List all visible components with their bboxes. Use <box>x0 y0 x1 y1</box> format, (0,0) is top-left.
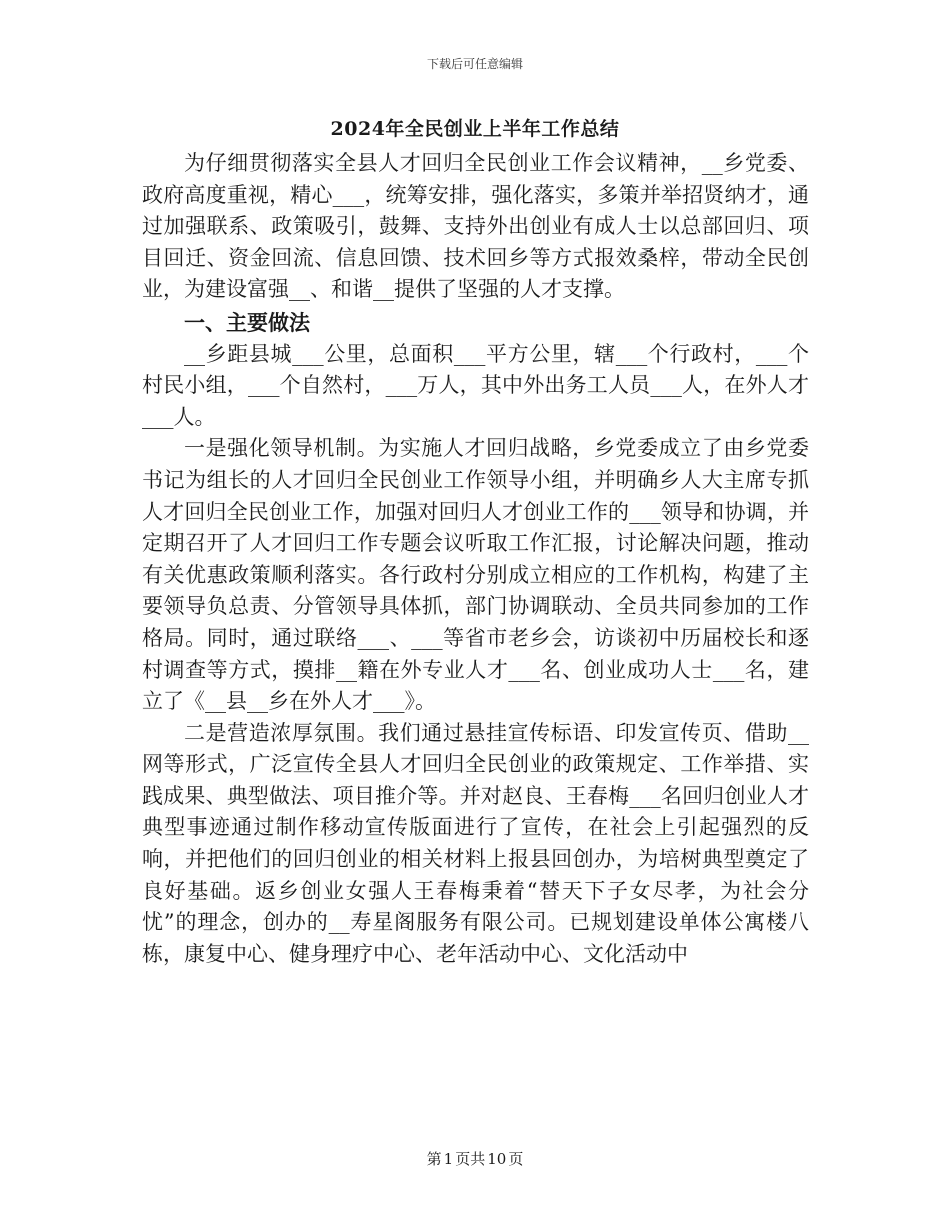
document-title: 2024年全民创业上半年工作总结 <box>330 118 620 140</box>
intro-paragraph: 为仔细贯彻落实全县人才回归全民创业工作会议精神，__乡党委、政府高度重视，精心___，统筹安排，强化落实，多策并举招贤纳才，通过加强联系、政策吸引，鼓舞、支持外出创业有成人士以总部回归、项目回迁、资金回流、信息回馈、技术回乡等方式报效桑梓，带动全民创业，为建设富强__、和谐__提供了坚强的人才支撑。 <box>142 151 809 302</box>
footer-total-pages: 10 <box>487 1150 507 1168</box>
document-body <box>142 148 809 970</box>
header-note: 下载后可任意编辑 <box>426 57 523 71</box>
leadership-paragraph: 一是强化领导机制。为实施人才回归战略，乡党委成立了由乡党委书记为组长的人才回归全民创业工作领导小组，并明确乡人大主席专抓人才回归全民创业工作，加强对回归人才创业工作的___领导和协调，并定期召开了人才回归工作专题会议听取工作汇报，讨论解决问题，推动有关优惠政策顺利落实。各行政村分别成立相应的工作机构，构建了主要领导负总责、分管领导具体抓，部门协调联动、全员共同参加的工作格局。同时，通过联络___、___等省市老乡会，访谈初中历届校长和逐村调查等方式，摸排__籍在外专业人才___名、创业成功人士___名，建立了《__县__乡在外人才___》。 <box>142 436 809 714</box>
footer-page-number: 1 <box>443 1150 454 1168</box>
footer-suffix: 页 <box>508 1150 524 1168</box>
atmosphere-paragraph: 二是营造浓厚氛围。我们通过悬挂宣传标语、印发宣传页、借助__网等形式，广泛宣传全县人才回归全民创业的政策规定、工作举措、实践成果、典型做法、项目推介等。并对赵良、王春梅___名回归创业人才典型事迹通过制作移动宣传版面进行了宣传，在社会上引起强烈的反响，并把他们的回归创业的相关材料上报县回创办，为培树典型奠定了良好基础。返乡创业女强人王春梅秉着“替天下子女尽孝，为社会分忧”的理念，创办的__寿星阁服务有限公司。已规划建设单体公寓楼八栋，康复中心、健身理疗中心、老年活动中心、文化活动中 <box>142 720 809 966</box>
footer-middle: 页共 <box>455 1150 486 1168</box>
overview-paragraph: __乡距县城___公里，总面积___平方公里，辖___个行政村，___个村民小组，___个自然村，___万人，其中外出务工人员___人，在外人才___人。 <box>142 341 809 429</box>
footer-prefix: 第 <box>426 1150 442 1168</box>
section-heading: 一、主要做法 <box>184 309 310 335</box>
page-footer <box>0 1148 950 1169</box>
